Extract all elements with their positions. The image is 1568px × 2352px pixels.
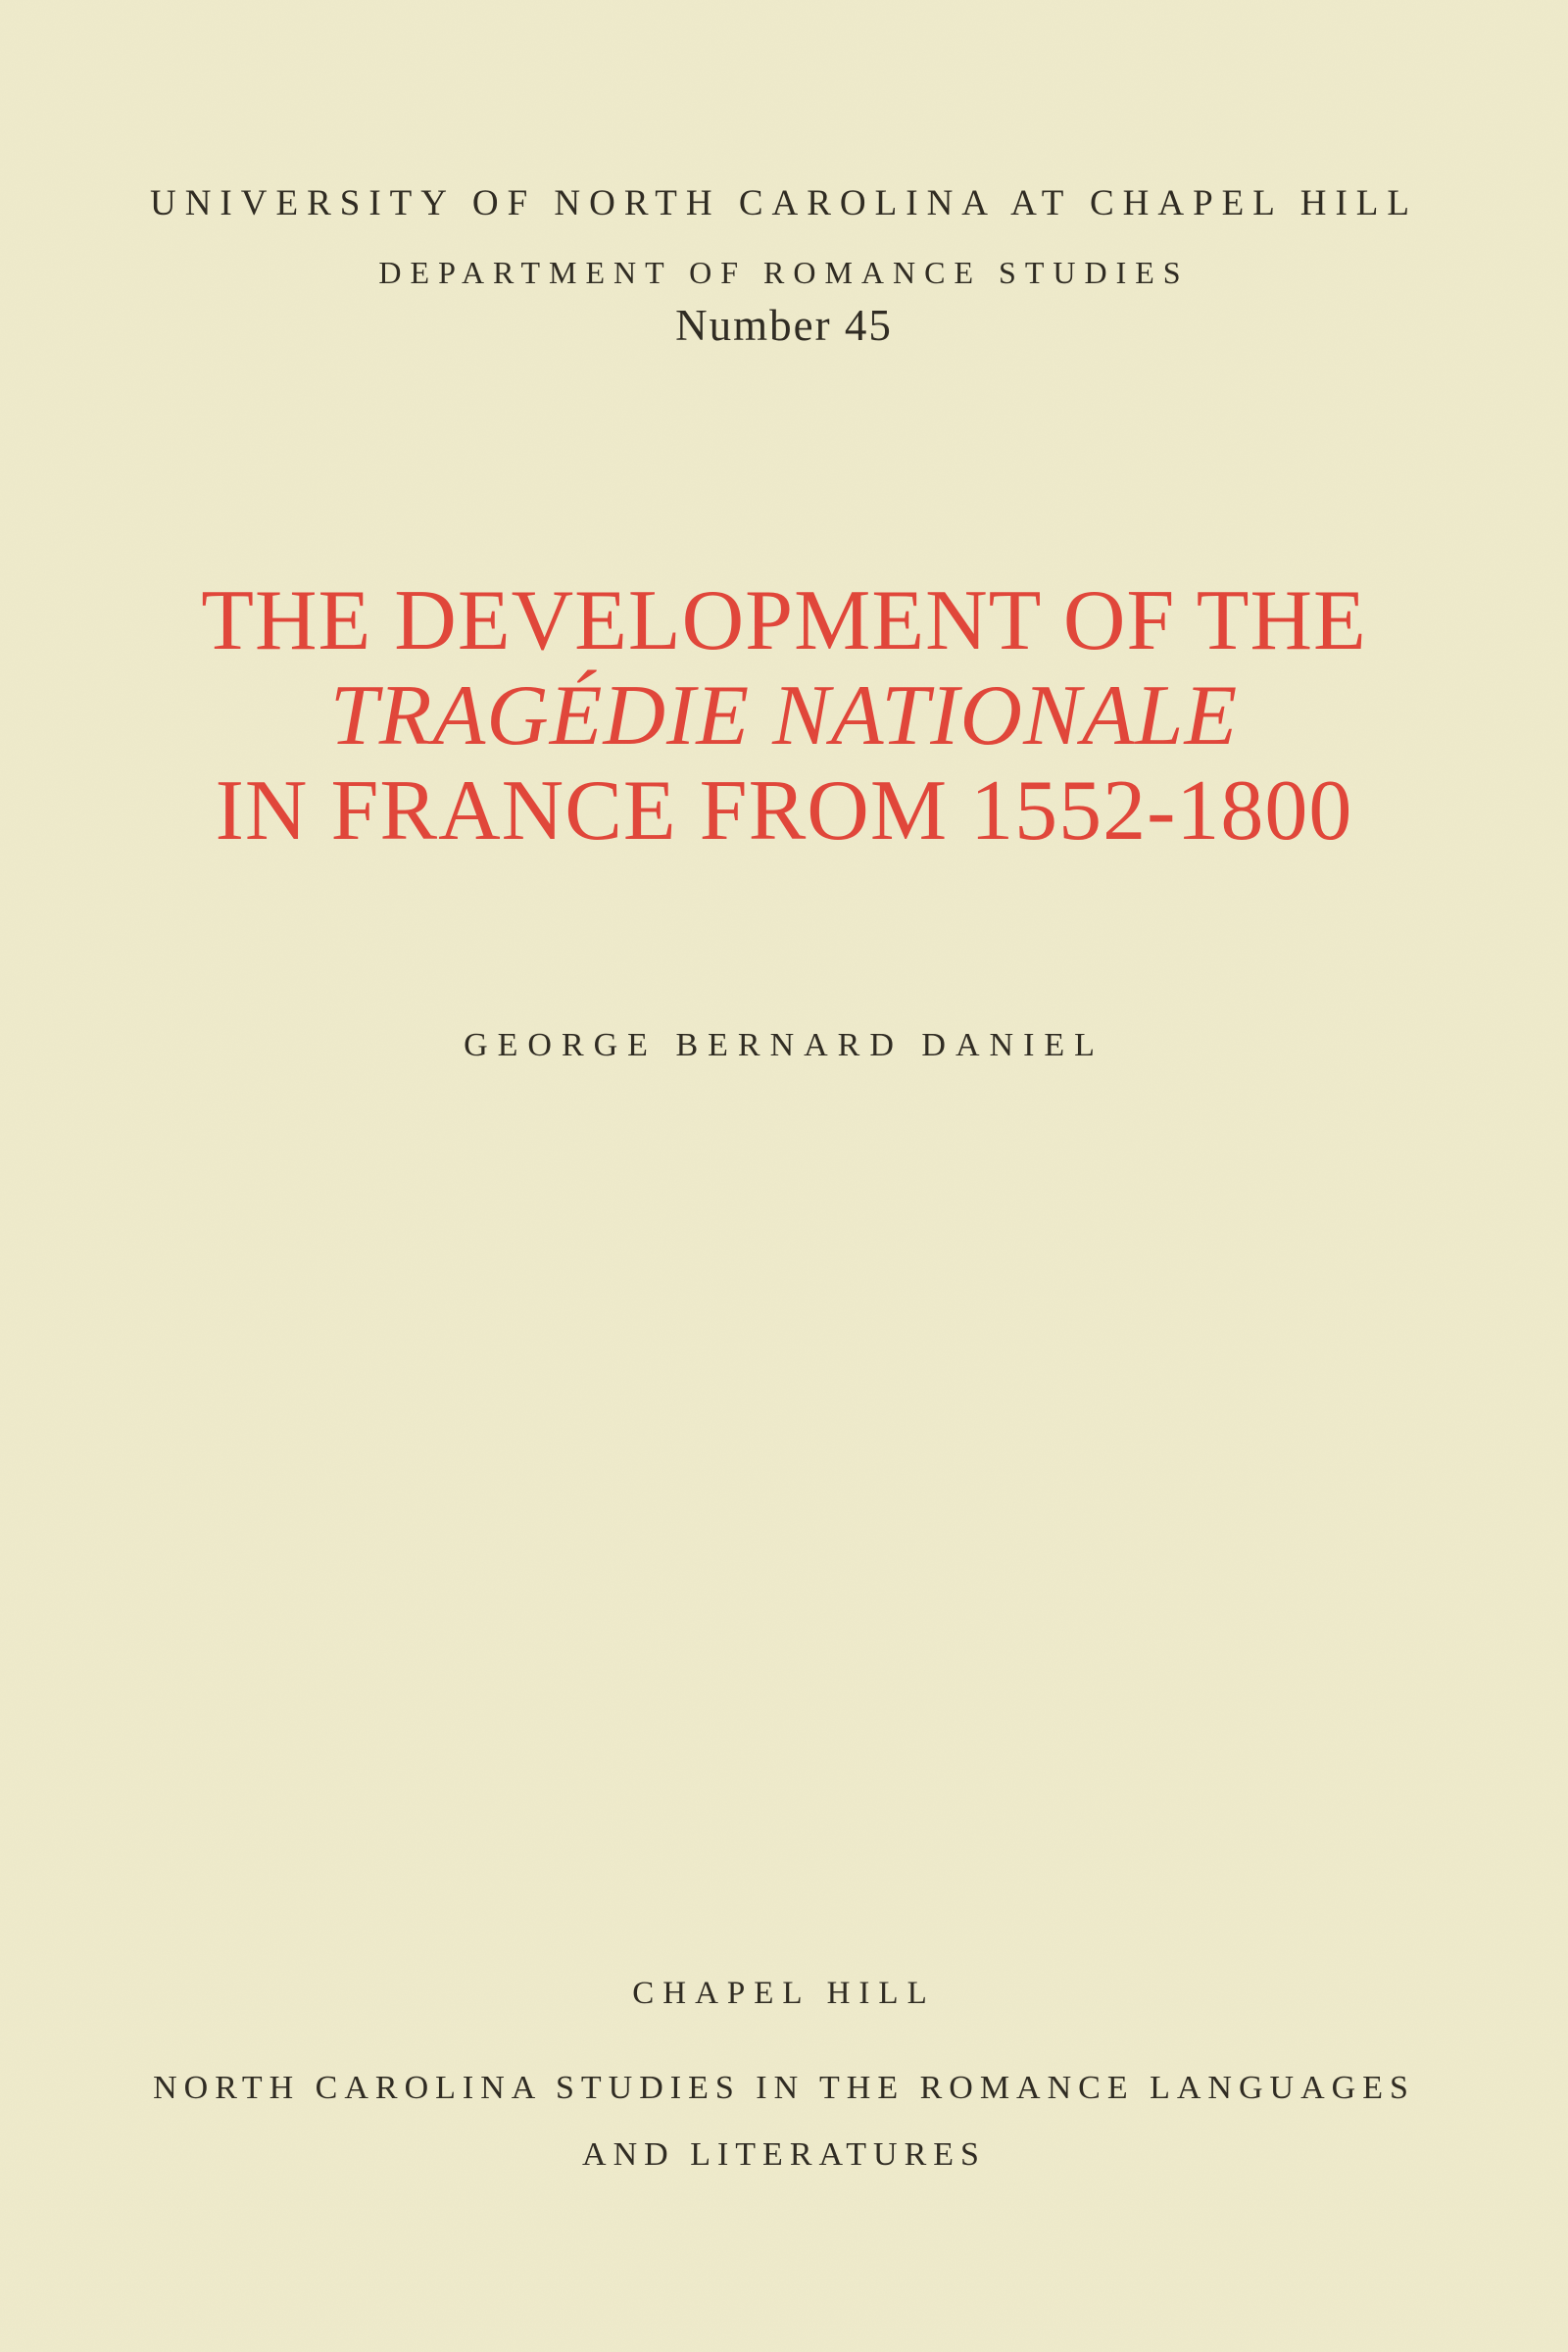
author-name: GEORGE BERNARD DANIEL (464, 1027, 1104, 1063)
book-title (0, 573, 1568, 858)
series-title-line-1: NORTH CAROLINA STUDIES IN THE ROMANCE LANGUAGES (153, 2070, 1415, 2106)
department-name: DEPARTMENT OF ROMANCE STUDIES (378, 255, 1190, 290)
university-name: UNIVERSITY OF NORTH CAROLINA AT CHAPEL HILL (149, 183, 1419, 223)
series-title-line-2: AND LITERATURES (582, 2136, 986, 2173)
series-number: Number 45 (675, 301, 893, 350)
book-title-line-2: TRAGÉDIE NATIONALE (329, 668, 1239, 763)
publisher-city: CHAPEL HILL (632, 1976, 936, 2011)
book-title-line-3: IN FRANCE FROM 1552-1800 (215, 763, 1353, 858)
book-title-line-1: THE DEVELOPMENT OF THE (201, 573, 1367, 668)
